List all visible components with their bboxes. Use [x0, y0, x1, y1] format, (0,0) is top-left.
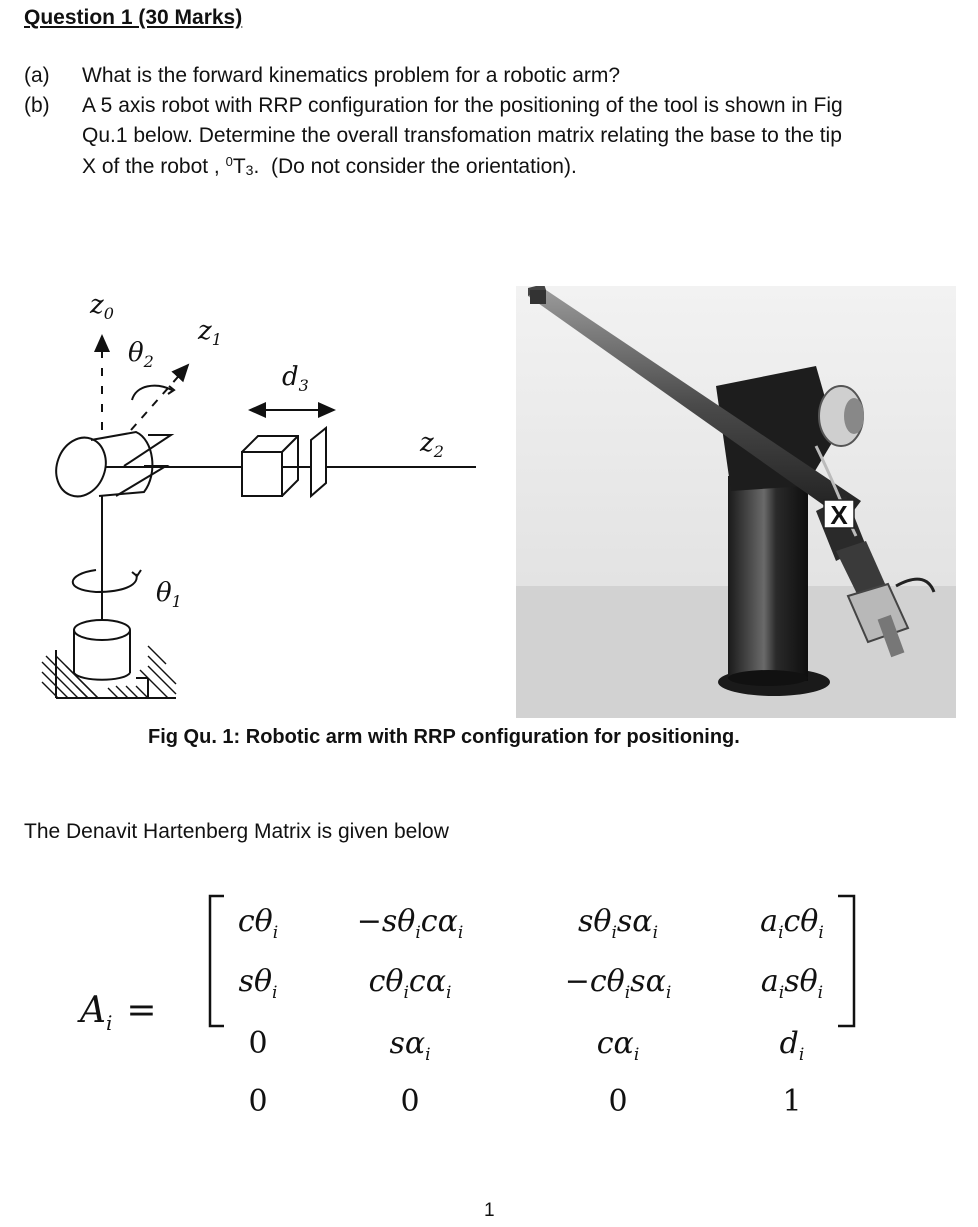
matrix-cell-r2-c3: $-c\theta_is\alpha_i$: [564, 964, 672, 1003]
matrix-cell-r1-c2: $-s\theta_ic\alpha_i$: [356, 904, 464, 943]
matrix-cell-r2-c1: $s\theta_i$: [238, 964, 278, 1003]
z2-label: $z_2$: [420, 428, 444, 462]
question-title: Question 1 (30 Marks): [24, 6, 243, 29]
matrix-cell-r1-c1: $c\theta_i$: [237, 904, 279, 943]
part-b-line-2: Qu.1 below. Determine the overall transfomation matrix relating the base to the tip: [82, 124, 842, 147]
theta1-label: $\theta_1$: [156, 578, 182, 612]
matrix-cell-r3-c3: $c\alpha_i$: [596, 1026, 640, 1065]
matrix-cell-r3-c4: $d_i$: [779, 1026, 805, 1065]
figure-caption: Fig Qu. 1: Robotic arm with RRP configuration for positioning.: [148, 726, 740, 748]
matrix-lhs: $A_i$ =: [80, 990, 157, 1036]
part-a-text: What is the forward kinematics problem for a robotic arm?: [82, 64, 621, 87]
matrix-cell-r3-c2: $s\alpha_i$: [389, 1026, 431, 1065]
part-b-line-3-text: X of the robot ,: [82, 155, 226, 178]
matrix-cell-r4-c3: 0: [608, 1084, 628, 1119]
matrix-cell-r4-c2: 0: [400, 1084, 420, 1119]
dh-intro-text: The Denavit Hartenberg Matrix is given below: [24, 820, 449, 843]
robot-photo: [516, 286, 956, 718]
z0-label: $z_0$: [90, 290, 114, 324]
matrix-cell-r1-c4: $a_ic\theta_i$: [760, 904, 824, 943]
matrix-cell-r1-c3: $s\theta_is\alpha_i$: [578, 904, 658, 943]
part-a-label: (a): [24, 64, 50, 87]
part-b-line-1: A 5 axis robot with RRP configuration for the positioning of the tool is shown in Fig: [82, 94, 843, 117]
rrp-schematic-diagram: [36, 290, 506, 720]
part-b-label: (b): [24, 94, 50, 117]
theta2-label: $\theta_2$: [128, 338, 154, 372]
matrix-cell-r3-c1: 0: [248, 1026, 268, 1061]
part-b-line-3-note: (Do not consider the orientation).: [270, 155, 577, 178]
page-number: 1: [484, 1200, 495, 1221]
x-marker-label: X: [830, 500, 848, 530]
d3-label: $d_3$: [282, 362, 309, 396]
matrix-cell-r2-c2: $c\theta_ic\alpha_i$: [368, 964, 452, 1003]
matrix-cell-r2-c4: $a_is\theta_i$: [760, 964, 824, 1003]
matrix-cell-r4-c4: 1: [782, 1084, 802, 1119]
matrix-cell-r4-c1: 0: [248, 1084, 268, 1119]
transform-symbol: $^0T_3$.: [225, 154, 260, 178]
z1-label: $z_1$: [198, 316, 222, 350]
part-b-line-3: [82, 154, 577, 179]
